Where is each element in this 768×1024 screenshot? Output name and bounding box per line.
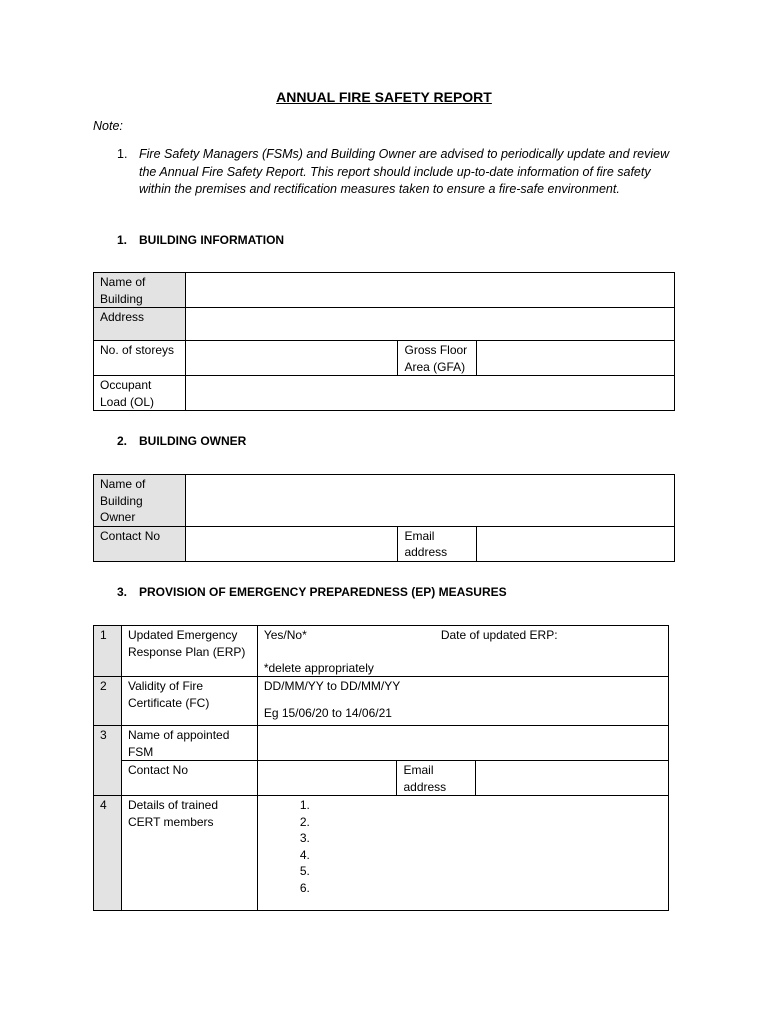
name-of-building-field[interactable] xyxy=(185,273,674,308)
erp-note: *delete appropriately xyxy=(263,660,374,675)
section-heading-building-owner xyxy=(117,434,246,448)
section-number: 3. xyxy=(117,585,128,599)
fsm-email-field[interactable] xyxy=(476,761,669,796)
section-heading-ep-measures xyxy=(117,585,507,599)
gfa-field[interactable] xyxy=(477,341,675,376)
erp-label: Updated Emergency Response Plan (ERP) xyxy=(121,626,257,677)
building-information-table xyxy=(93,272,675,411)
cert-members-list xyxy=(264,797,662,896)
erp-yes-no: Yes/No* xyxy=(263,628,307,642)
name-of-owner-label: Name of Building Owner xyxy=(94,475,186,527)
section-number: 1. xyxy=(117,233,128,247)
section-title: BUILDING INFORMATION xyxy=(139,233,285,247)
ep-measures-table xyxy=(93,625,669,911)
name-of-building-label: Name of Building xyxy=(94,273,186,308)
owner-contact-label: Contact No xyxy=(94,526,186,561)
note-item xyxy=(117,146,677,199)
list-item: 6. xyxy=(299,880,310,895)
row-number: 3 xyxy=(94,726,122,796)
list-item: 1. xyxy=(299,798,310,812)
erp-field[interactable] xyxy=(257,626,668,677)
cert-members-label: Details of trained CERT members xyxy=(121,796,257,911)
storeys-label: No. of storeys xyxy=(94,341,186,376)
owner-email-label: Email address xyxy=(398,526,477,561)
gfa-label: Gross Floor Area (GFA) xyxy=(398,341,477,376)
fsm-name-field[interactable] xyxy=(257,726,668,761)
list-item: 4. xyxy=(299,847,310,862)
note-item-number: 1. xyxy=(117,147,128,161)
building-owner-table xyxy=(93,474,675,562)
cert-members-field[interactable] xyxy=(257,796,668,911)
owner-email-field[interactable] xyxy=(477,526,675,561)
list-item: 3. xyxy=(299,831,310,845)
occupant-load-field[interactable] xyxy=(185,376,674,411)
occupant-load-label: Occupant Load (OL) xyxy=(94,376,186,411)
fc-validity-label: Validity of Fire Certificate (FC) xyxy=(121,677,257,726)
storeys-field[interactable] xyxy=(185,341,398,376)
list-item: 5. xyxy=(299,864,310,878)
section-title: BUILDING OWNER xyxy=(139,434,247,448)
fc-validity-example: Eg 15/06/20 to 14/06/21 xyxy=(263,705,392,720)
note-item-text: Fire Safety Managers (FSMs) and Building Owner are advised to periodically update and review the Annual Fire Safety Report. This report should include up-to-date information of fire safety within the premises and rectification measures taken to ensure a fire-safe environment. xyxy=(139,147,670,196)
fsm-contact-field[interactable] xyxy=(257,761,397,796)
section-heading-building-information xyxy=(117,233,284,247)
address-label: Address xyxy=(94,308,186,341)
fsm-name-label: Name of appointed FSM xyxy=(121,726,257,761)
section-number: 2. xyxy=(117,434,128,448)
owner-contact-field[interactable] xyxy=(185,526,398,561)
fsm-email-label: Email address xyxy=(397,761,476,796)
list-item: 2. xyxy=(299,814,310,829)
section-title: PROVISION OF EMERGENCY PREPAREDNESS (EP) MEASURES xyxy=(139,585,507,599)
note-label: Note: xyxy=(93,119,123,133)
address-field[interactable] xyxy=(185,308,674,341)
erp-date-label: Date of updated ERP: xyxy=(440,628,558,642)
row-number: 2 xyxy=(94,677,122,726)
page-title: ANNUAL FIRE SAFETY REPORT xyxy=(276,89,492,105)
fc-validity-format: DD/MM/YY to DD/MM/YY xyxy=(263,679,401,693)
fsm-contact-label: Contact No xyxy=(121,761,257,796)
row-number: 1 xyxy=(94,626,122,677)
name-of-owner-field[interactable] xyxy=(185,475,674,527)
row-number: 4 xyxy=(94,796,122,911)
fc-validity-field[interactable] xyxy=(257,677,668,726)
